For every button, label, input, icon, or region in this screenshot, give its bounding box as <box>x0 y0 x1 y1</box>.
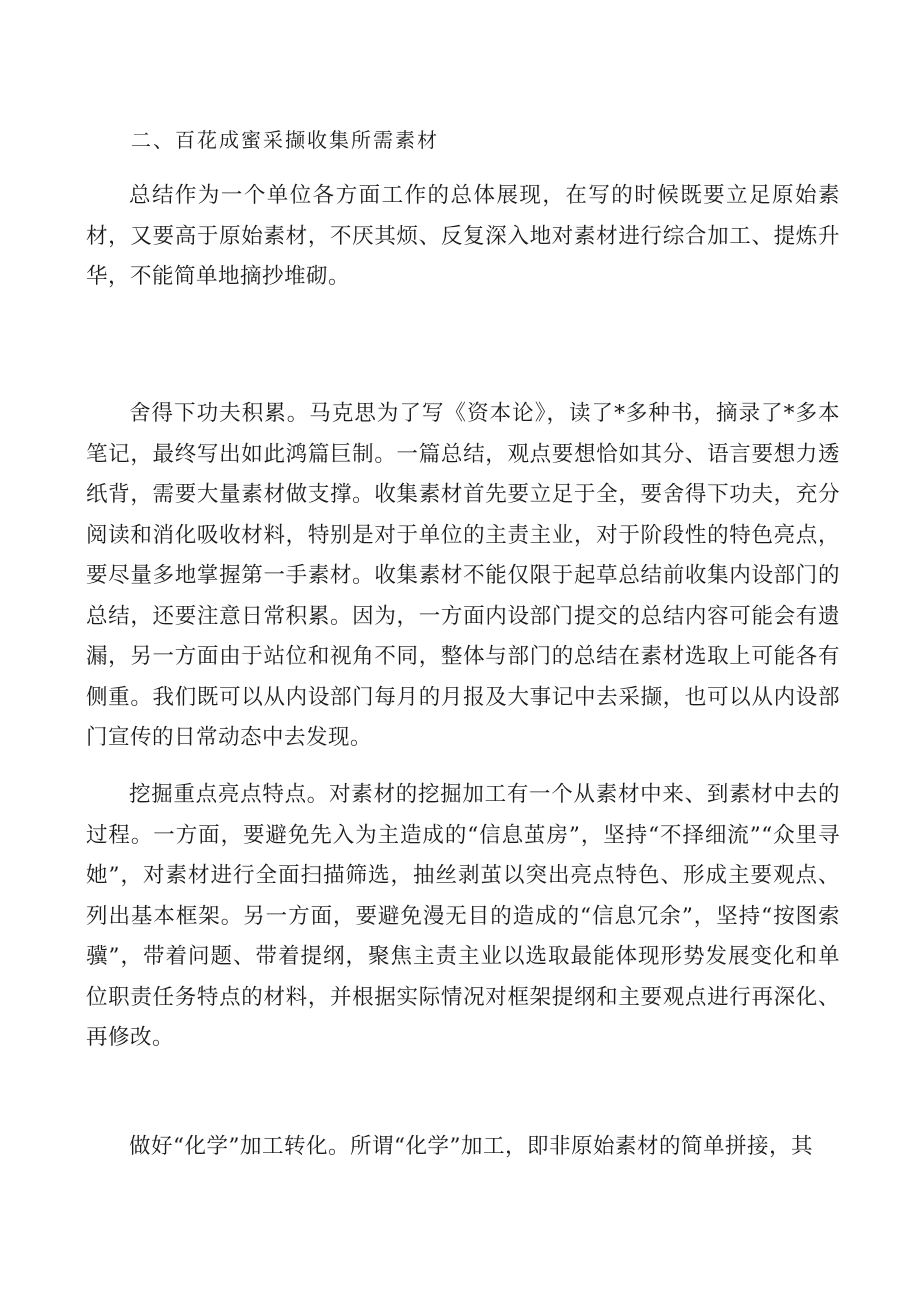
paragraph-highlights: 挖掘重点亮点特点。对素材的挖掘加工有一个从素材中来、到素材中去的过程。一方面，要避免先入为主造成的“信息茧房”，坚持“不择细流”“众里寻她”，对素材进行全面扫描筛选，抽丝剥茧以突出亮点特色、形成主要观点、列出基本框架。另一方面，要避免漫无目的造成的“信息冗余”，坚持“按图索骥”，带着问题、带着提纲，聚焦主责主业以选取最能体现形势发展变化和单位职责任务特点的材料，并根据实际情况对框架提纲和主要观点进行再深化、再修改。 <box>86 782 840 1050</box>
paragraph-summary-intro: 总结作为一个单位各方面工作的总体展现，在写的时候既要立足原始素材，又要高于原始素材，不厌其烦、反复深入地对素材进行综合加工、提炼升华，不能简单地摘抄堆砌。 <box>86 183 840 289</box>
paragraph-accumulation: 舍得下功夫积累。马克思为了写《资本论》，读了*多种书，摘录了*多本笔记，最终写出如此鸿篇巨制。一篇总结，观点要想恰如其分、语言要想力透纸背，需要大量素材做支撑。收集素材首先要立足于全，要舍得下功夫，充分阅读和消化吸收材料，特别是对于单位的主责主业，对于阶段性的特色亮点，要尽量多地掌握第一手素材。收集素材不能仅限于起草总结前收集内设部门的总结，还要注意日常积累。因为，一方面内设部门提交的总结内容可能会有遗漏，另一方面由于站位和视角不同，整体与部门的总结在素材选取上可能各有侧重。我们既可以从内设部门每月的月报及大事记中去采撷，也可以从内设部门宣传的日常动态中去发现。 <box>86 401 840 750</box>
paragraph-chemical-processing: 做好“化学”加工转化。所谓“化学”加工，即非原始素材的简单拼接，其 <box>129 1134 813 1159</box>
section-heading: 二、百花成蜜采撷收集所需素材 <box>131 128 439 152</box>
